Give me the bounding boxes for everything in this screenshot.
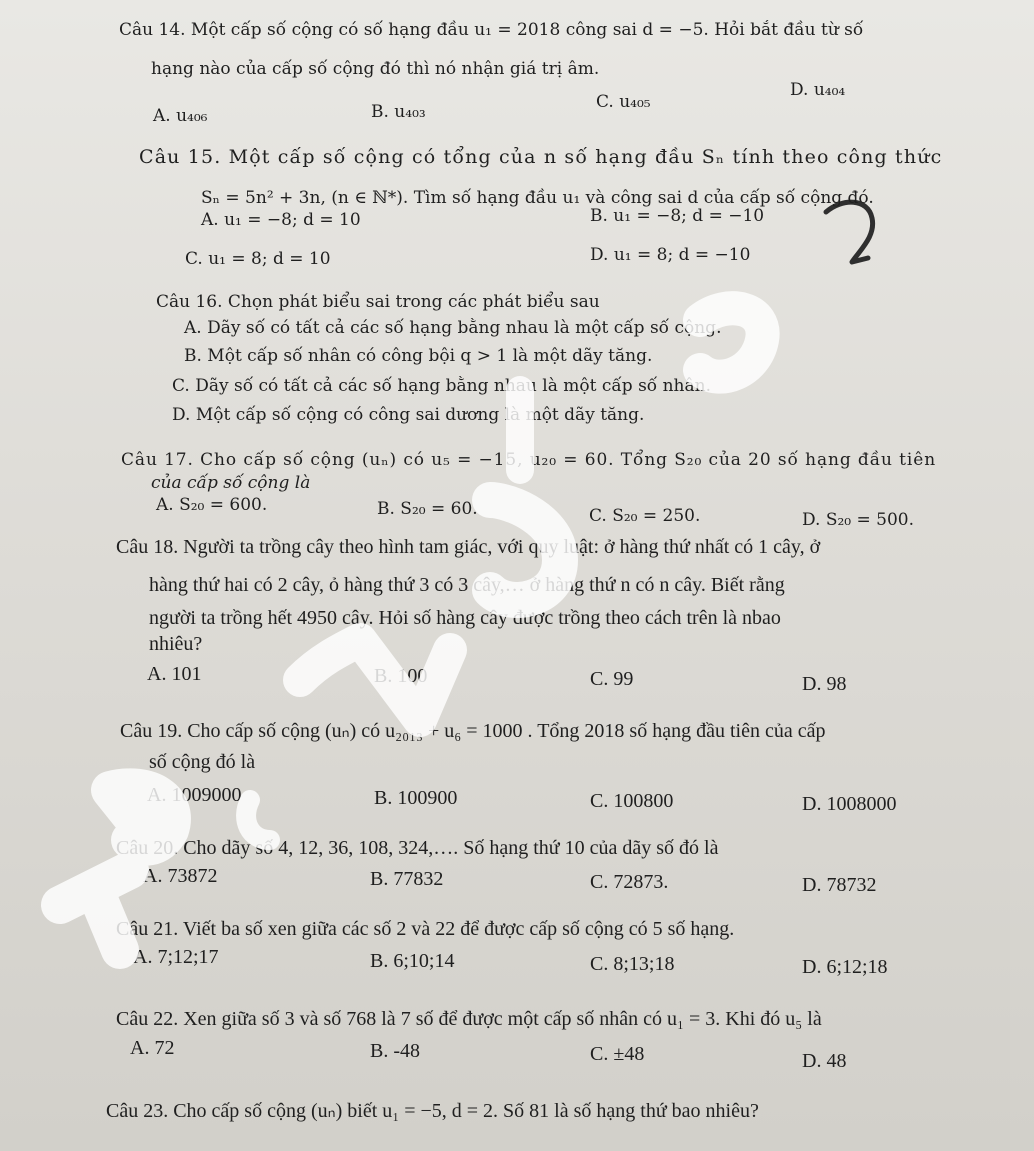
q21-option-d: D. 6;12;18 (802, 956, 888, 978)
q17-option-d: D. S₂₀ = 500. (802, 510, 915, 530)
q17-option-a: A. S₂₀ = 600. (156, 495, 268, 515)
q14-option-b: B. u₄₀₃ (371, 102, 426, 122)
q17-line-2: của cấp số cộng là (151, 473, 311, 493)
q16-option-d: D. Một cấp số cộng có công sai dương là một dãy tăng. (172, 405, 645, 425)
q16-option-b: B. Một cấp số nhân có công bội q > 1 là một dãy tăng. (184, 346, 653, 366)
q16-option-a: A. Dãy số có tất cả các số hạng bằng nhau là một cấp số cộng. (184, 318, 722, 338)
q14-option-d: D. u₄₀₄ (790, 80, 846, 100)
q22-question: Câu 22. Xen giữa số 3 và số 768 là 7 số để được một cấp số nhân có u₁ = 3. Khi đó u₅ là (116, 1008, 822, 1030)
q20-option-a: A. 73872 (143, 865, 218, 887)
q18-line-3: người ta trồng hết 4950 cây. Hỏi số hàng cây được trồng theo cách trên là nbao (149, 607, 781, 629)
q21-option-c: C. 8;13;18 (590, 953, 675, 975)
q21-option-a: A. 7;12;17 (133, 946, 219, 968)
q19-option-c: C. 100800 (590, 790, 674, 812)
q16-question: Câu 16. Chọn phát biểu sai trong các phát biểu sau (156, 292, 600, 312)
q20-option-c: C. 72873. (590, 871, 669, 893)
q18-option-a: A. 101 (147, 663, 202, 685)
q14-option-a: A. u₄₀₆ (153, 106, 208, 126)
q18-option-b: B. 100 (374, 665, 428, 687)
q18-line-4: nhiêu? (149, 633, 203, 655)
q19-option-b: B. 100900 (374, 787, 458, 809)
q19-line-1: Câu 19. Cho cấp số cộng (uₙ) có u₂₀₁₃ + u₆ = 1000 . Tổng 2018 số hạng đầu tiên của cấp (120, 720, 826, 742)
q15-option-d: D. u₁ = 8; d = −10 (590, 245, 751, 265)
q15-option-b: B. u₁ = −8; d = −10 (590, 206, 765, 226)
q14-line-2: hạng nào của cấp số cộng đó thì nó nhận giá trị âm. (151, 59, 600, 79)
q17-line-1: Câu 17. Cho cấp số cộng (uₙ) có u₅ = −15, u₂₀ = 60. Tổng S₂₀ của 20 số hạng đầu tiên (121, 450, 937, 470)
q18-line-2: hàng thứ hai có 2 cây, ỏ hàng thứ 3 có 3 cây,… ở hàng thứ n có n cây. Biết rằng (149, 574, 785, 596)
q14-line-1: Câu 14. Một cấp số cộng có số hạng đầu u₁ = 2018 công sai d = −5. Hỏi bắt đầu từ số (119, 20, 864, 40)
q22-option-a: A. 72 (130, 1037, 175, 1059)
watermark-stroke-6 (246, 800, 270, 840)
q15-option-c: C. u₁ = 8; d = 10 (185, 249, 331, 269)
q15-line-2: Sₙ = 5n² + 3n, (n ∈ ℕ*). Tìm số hạng đầu u₁ và công sai d của cấp số cộng đó. (201, 188, 874, 208)
q22-option-c: C. ±48 (590, 1043, 645, 1065)
q22-option-d: D. 48 (802, 1050, 847, 1072)
q15-option-a: A. u₁ = −8; d = 10 (201, 210, 361, 230)
q18-line-1: Câu 18. Người ta trồng cây theo hình tam giác, với quy luật: ở hàng thứ nhất có 1 cây, ở (116, 536, 821, 558)
q15-line-1: Câu 15. Một cấp số cộng có tổng của n số hạng đầu Sₙ tính theo công thức (139, 146, 943, 168)
q20-option-d: D. 78732 (802, 874, 877, 896)
watermark-digit-stroke (826, 202, 873, 262)
q21-option-b: B. 6;10;14 (370, 950, 455, 972)
q16-option-c: C. Dãy số có tất cả các số hạng bằng nhau là một cấp số nhân. (172, 376, 711, 396)
q19-option-a: A. 1009000 (147, 784, 242, 806)
q14-option-c: C. u₄₀₅ (596, 92, 651, 112)
q20-question: Câu 20. Cho dãy số 4, 12, 36, 108, 324,…. Số hạng thứ 10 của dãy số đó là (116, 837, 719, 859)
q19-line-2: số cộng đó là (149, 751, 256, 773)
q17-option-c: C. S₂₀ = 250. (589, 506, 701, 526)
q17-option-b: B. S₂₀ = 60. (377, 499, 478, 519)
q23-question: Câu 23. Cho cấp số cộng (uₙ) biết u₁ = −5, d = 2. Số 81 là số hạng thứ bao nhiêu? (106, 1100, 759, 1122)
q21-question: Câu 21. Viết ba số xen giữa các số 2 và 22 để được cấp số cộng có 5 số hạng. (116, 918, 735, 940)
q18-option-c: C. 99 (590, 668, 634, 690)
q20-option-b: B. 77832 (370, 868, 444, 890)
q18-option-d: D. 98 (802, 673, 847, 695)
q19-option-d: D. 1008000 (802, 793, 897, 815)
q22-option-b: B. -48 (370, 1040, 420, 1062)
